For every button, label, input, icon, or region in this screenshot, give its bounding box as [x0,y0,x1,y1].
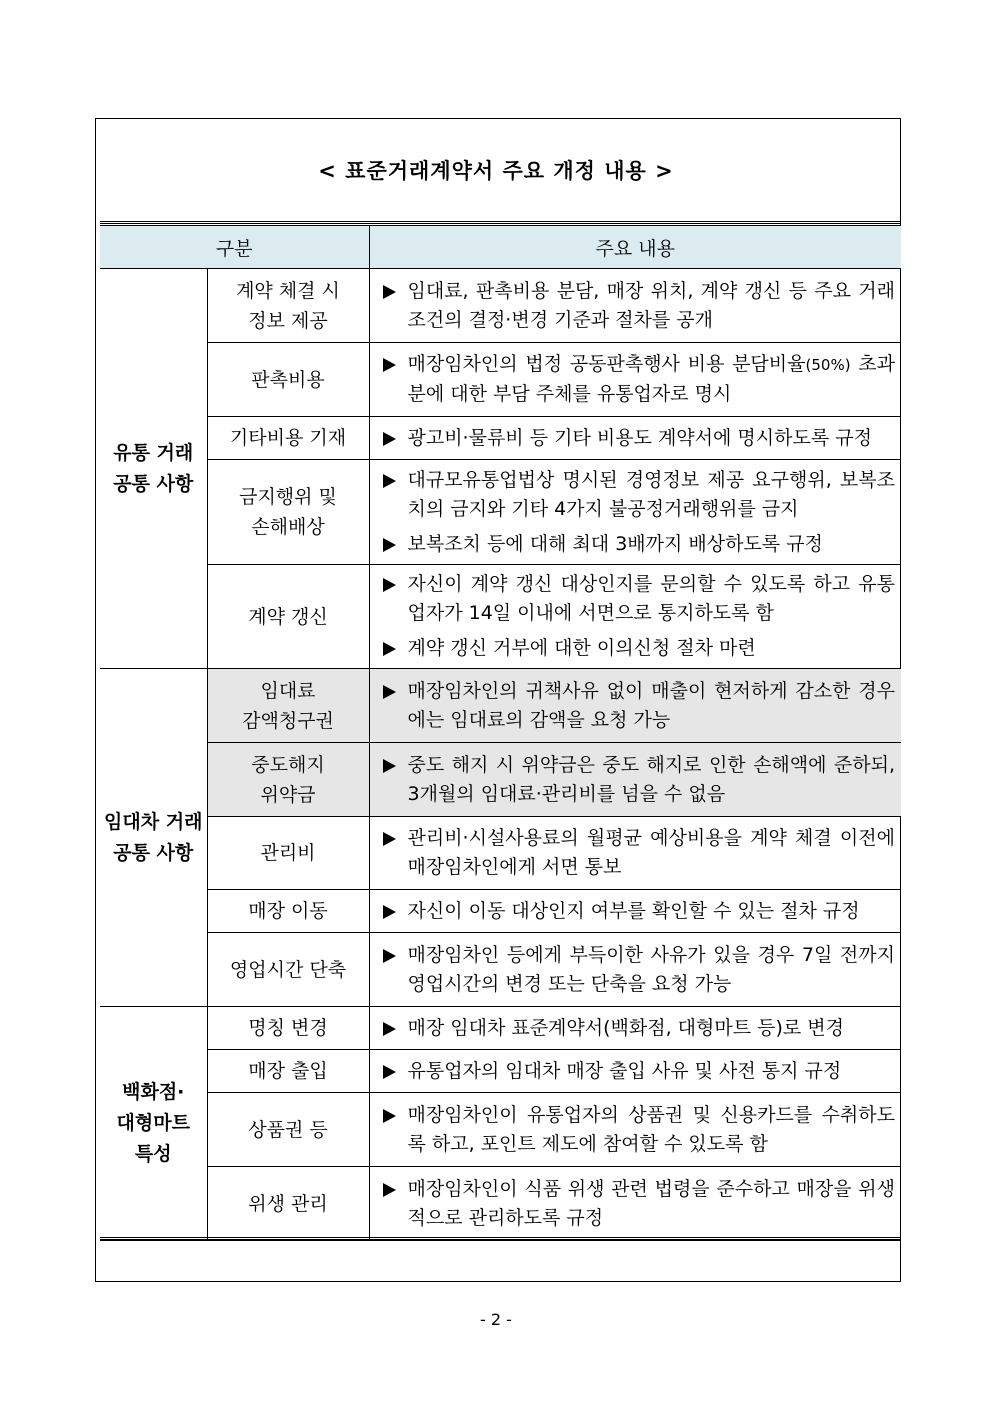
table-row [100,460,901,565]
group-label-line: 공통 사항 [113,841,194,864]
content-text-main: 매장임차인의 귀책사유 없이 매출이 현저하게 감소한 경우에는 임대료의 감액을 요청 가능 [407,679,895,731]
header-category: 구분 [100,226,369,269]
content-text [408,350,896,409]
content-text [408,941,896,999]
bullet-triangle-icon [380,947,398,965]
content-cell [369,1167,901,1241]
bullet-triangle-icon [380,830,398,848]
content-text [408,751,896,809]
table-row [100,565,901,669]
content-text-tail: 초과분에 대한 부담 주체를 유통업자로 명시 [407,353,895,405]
bullet-triangle-icon [380,1063,398,1081]
subcategory-line: 영업시간 단축 [229,958,347,981]
subcategory-line: 임대료 [260,679,316,702]
content-text [408,897,896,926]
content-text-main: 자신이 이동 대상인지 여부를 확인할 수 있는 절차 규정 [407,899,860,922]
content-cell [369,743,901,817]
group-label-cell [100,1007,207,1241]
content-text [408,634,896,663]
content-item [380,466,896,524]
bullet-triangle-icon [380,536,398,554]
subcategory-cell [207,417,369,460]
content-text [408,1175,896,1233]
subcategory-cell [207,1167,369,1241]
content-item [380,424,896,453]
content-item [380,277,896,335]
content-cell [369,933,901,1007]
content-cell [369,1050,901,1093]
document-title: < 표준거래계약서 주요 개정 내용 > [318,159,674,183]
table-row [100,1050,901,1093]
bullet-triangle-icon [380,1020,398,1038]
group-label-cell [100,669,207,1007]
content-item [380,634,896,663]
content-item [380,570,896,628]
table-row [100,743,901,817]
subcategory-cell [207,669,369,743]
table-header-row [100,226,901,269]
content-cell [369,269,901,343]
subcategory-cell [207,817,369,890]
content-text [408,824,896,882]
content-item [380,677,896,735]
content-text [408,277,896,335]
bullet-triangle-icon [380,1107,398,1125]
subcategory-line: 명칭 변경 [248,1017,328,1039]
subcategory-cell [207,565,369,669]
group-label-line: 백화점· [122,1081,185,1103]
group-label-line: 대형마트 [116,1112,190,1134]
group-label-line: 유통 거래 [113,441,194,464]
content-item [380,1101,896,1159]
subcategory-cell [207,743,369,817]
subcategory-line: 기타비용 기재 [229,427,347,449]
content-text [408,570,896,628]
bullet-triangle-icon [380,356,398,374]
content-text [408,1014,896,1043]
content-item [380,530,896,559]
page-number: - 2 - [480,1310,512,1329]
subcategory-line: 판촉비용 [251,368,325,391]
subcategory-cell [207,1007,369,1050]
content-text [408,466,896,524]
content-cell [369,460,901,565]
subcategory-cell [207,343,369,417]
table-row [100,1007,901,1050]
content-cell [369,890,901,933]
subcategory-line: 상품권 등 [248,1118,328,1141]
content-text-main: 대규모유통업법상 명시된 경영정보 제공 요구행위, 보복조치의 금지와 기타 4가지 불공정거래행위를 금지 [407,468,895,520]
bullet-triangle-icon [380,283,398,301]
content-text [408,1101,896,1159]
content-cell [369,417,901,460]
content-text-main: 관리비·시설사용료의 월평균 예상비용을 계약 체결 이전에 매장임차인에게 서면 통보 [407,827,895,878]
content-item [380,824,896,882]
group-label-line: 임대차 거래 [104,810,203,833]
table-row [100,669,901,743]
content-text [408,424,896,453]
content-text-main: 유통업자의 임대차 매장 출입 사유 및 사전 통지 규정 [407,1059,842,1082]
subcategory-cell [207,890,369,933]
subcategory-line: 중도해지 [251,753,325,776]
subcategory-cell [207,269,369,343]
content-text-main: 매장 임대차 표준계약서(백화점, 대형마트 등)로 변경 [407,1016,844,1039]
content-text-percent: (50%) [805,356,851,374]
table-row [100,343,901,417]
table-row [100,817,901,890]
group-label-line: 공통 사항 [113,472,194,495]
revision-table [100,225,901,1241]
bullet-triangle-icon [380,576,398,594]
header-content: 주요 내용 [369,226,901,269]
content-item [380,1057,896,1086]
table-row [100,890,901,933]
content-cell [369,1007,901,1050]
bullet-triangle-icon [380,683,398,701]
table-row [100,1093,901,1167]
subcategory-cell [207,460,369,565]
content-text-main: 자신이 계약 갱신 대상인지를 문의할 수 있도록 하고 유통업자가 14일 이내에 서면으로 통지하도록 함 [407,573,895,624]
subcategory-line: 매장 출입 [248,1060,328,1082]
subcategory-line: 관리비 [260,842,316,864]
subcategory-line: 금지행위 및 [239,486,337,508]
subcategory-line: 계약 체결 시 [236,279,340,302]
table-row [100,1167,901,1241]
title-divider [100,221,901,224]
bullet-triangle-icon [380,903,398,921]
group-label-line: 특성 [134,1143,172,1165]
subcategory-line: 손해배상 [251,516,325,538]
content-text-main: 매장임차인 등에게 부득이한 사유가 있을 경우 7일 전까지 영업시간의 변경 또는 단축을 요청 가능 [407,943,895,995]
subcategory-line: 계약 갱신 [248,605,328,628]
table-row [100,269,901,343]
bullet-triangle-icon [380,1181,398,1199]
group-label-cell [100,269,207,669]
content-item [380,751,896,809]
content-text-main: 광고비·물류비 등 기타 비용도 계약서에 명시하도록 규정 [407,426,872,449]
content-text-main: 임대료, 판촉비용 분담, 매장 위치, 계약 갱신 등 주요 거래 조건의 결정·변경 기준과 절차를 공개 [407,279,895,331]
content-text-main: 매장임차인의 법정 공동판촉행사 비용 분담비율 [407,353,806,375]
content-text-main: 매장임차인이 식품 위생 관련 법령을 준수하고 매장을 위생적으로 관리하도록 규정 [407,1177,895,1229]
bullet-triangle-icon [380,430,398,448]
table-body [100,269,901,1241]
table-row [100,933,901,1007]
content-cell [369,565,901,669]
subcategory-line: 감액청구권 [242,709,334,732]
subcategory-line: 정보 제공 [248,309,328,332]
content-item [380,1014,896,1043]
content-cell [369,343,901,417]
content-text [408,530,896,559]
content-text-main: 계약 갱신 거부에 대한 이의신청 절차 마련 [407,637,756,659]
content-item [380,897,896,926]
content-text-main: 중도 해지 시 위약금은 중도 해지로 인한 손해액에 준하되, 3개월의 임대료·관리비를 넘을 수 없음 [407,753,895,805]
subcategory-line: 위약금 [260,783,316,806]
subcategory-cell [207,933,369,1007]
content-item [380,1175,896,1233]
subcategory-cell [207,1050,369,1093]
content-cell [369,1093,901,1167]
content-text-main: 보복조치 등에 대해 최대 3배까지 배상하도록 규정 [407,532,823,555]
content-item [380,941,896,999]
bullet-triangle-icon [380,472,398,490]
content-text-main: 매장임차인이 유통업자의 상품권 및 신용카드를 수취하도록 하고, 포인트 제도에 참여할 수 있도록 함 [407,1103,895,1155]
table-bottom-divider [100,1237,901,1240]
content-text [408,1057,896,1086]
bullet-triangle-icon [380,640,398,658]
content-cell [369,817,901,890]
subcategory-line: 위생 관리 [248,1192,328,1215]
table-row [100,417,901,460]
subcategory-cell [207,1093,369,1167]
content-cell [369,669,901,743]
bullet-triangle-icon [380,757,398,775]
subcategory-line: 매장 이동 [248,900,328,922]
content-item [380,350,896,409]
content-text [408,677,896,735]
